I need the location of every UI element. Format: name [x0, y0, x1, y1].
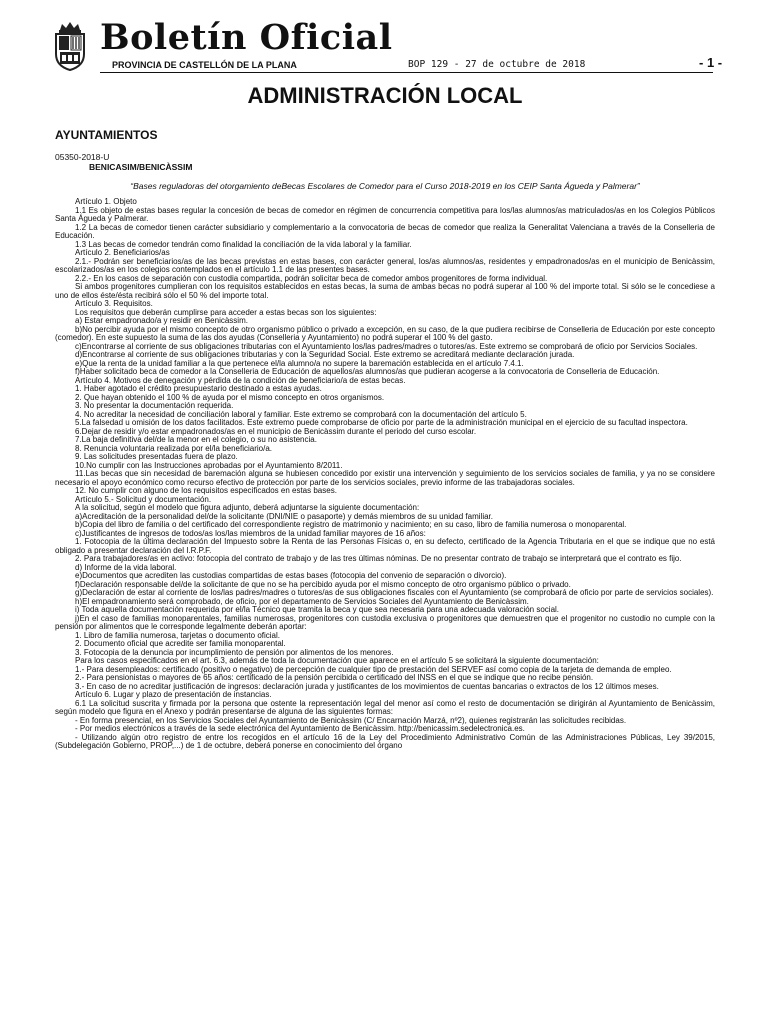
municipality-name: BENICASIM/BENICÀSSIM	[89, 162, 193, 172]
body-paragraph: 1.3 Las becas de comedor tendrán como finalidad la conciliación de la vida laboral y la familiar.	[75, 239, 412, 249]
body-paragraph: 5.La falsedad u omisión de los datos facilitados. Este extremo puede comprobarse de oficio por parte de la administración municipal en el ejercicio de su facultad inspectora.	[75, 418, 688, 427]
body-paragraph: 2. Documento oficial que acredite ser familia monoparental.	[75, 639, 286, 648]
body-paragraph: 4. No acreditar la necesidad de conciliación laboral y familiar. Este extremo se comprobará con la documentación del artículo 5.	[75, 409, 527, 419]
body-paragraph: Si ambos progenitores cumplieran con los requisitos establecidos en estas becas, la suma de ambas becas no podrá superar al 100 % del importe total. Si sólo se le concediese a uno de ellos éste/ésta recibirá sólo el 50 % del importe total.	[55, 282, 715, 300]
body-paragraph: d) Informe de la vida laboral.	[75, 562, 177, 572]
body-paragraph: d)Encontrarse al corriente de sus obligaciones tributarias y con la Seguridad Social. Este extremo se acreditará mediante declaración jurada.	[75, 350, 575, 359]
body-paragraph: b)No percibir ayuda por el mismo concepto de otro organismo público o privado a excepción, en su caso, de la que pudiera recibirse de Conselleria de Educación por este concepto (comedor). En este supuesto la suma de las dos ayudas (Conselleria y Ayuntamiento) no podrá superar el 100 % del gasto.	[55, 324, 715, 342]
body-paragraph: 11.Las becas que sin necesidad de baremación alguna se hubiesen concedido por existir una intervención y seguimiento de los servicios sociales de familia, y ya no se considere necesario el apoyo económico como recurso efectivo de protección por parte de los servicios sociales, previo informe de las trabajadoras sociales.	[55, 469, 715, 487]
body-paragraph: 3. Fotocopia de la denuncia por incumplimiento de pensión por alimentos de los menores.	[75, 647, 394, 657]
body-paragraph: 1. Fotocopia de la última declaración del Impuesto sobre la Renta de las Personas Físicas o, en su defecto, certificado de la Agencia Tributaria en el que se indique que no está obligado a presentar declaración del I.R.P.F.	[55, 537, 715, 555]
body-paragraph: c)Justificantes de ingresos de todos/as los/las miembros de la unidad familiar mayores de 16 años:	[75, 528, 426, 538]
body-paragraph: Artículo 3. Requisitos.	[75, 299, 153, 308]
body-paragraph: h)El empadronamiento será comprobado, de oficio, por el departamento de Servicios Sociales del Ayuntamiento de Benicàssim.	[75, 596, 529, 606]
body-paragraph: 3.- En caso de no acreditar justificación de ingresos: declaración jurada y justificantes de los movimientos de cuentas bancarias o extractos de los 12 últimos meses.	[75, 681, 659, 691]
body-paragraph: 2.- Para pensionistas o mayores de 65 años: certificado de la pensión percibida o certificado del INSS en el que se indique que no recibe pensión.	[75, 673, 594, 682]
body-paragraph: 1. Haber agotado el crédito presupuestario destinado a estas ayudas.	[75, 384, 322, 393]
body-paragraph: 8. Renuncia voluntaria realizada por el/la beneficiario/a.	[75, 443, 273, 453]
body-paragraph: 1. Libro de familia numerosa, tarjetas o documento oficial.	[75, 630, 280, 640]
body-paragraph: 12. No cumplir con alguno de los requisitos especificados en estas bases.	[75, 486, 337, 495]
body-paragraph: c)Encontrarse al corriente de sus obligaciones tributarias con el Ayuntamiento los/las padres/madres o tutores/as. Este extremo se comprobará de oficio por Servicios Sociales.	[75, 341, 698, 351]
body-paragraph: Artículo 4. Motivos de denegación y pérdida de la condición de beneficiario/a de estas becas.	[75, 375, 406, 385]
body-paragraph: Artículo 5.- Solicitud y documentación.	[75, 494, 212, 504]
body-paragraph: f)Declaración responsable del/de la solicitante de que no se ha percibido ayuda por el mismo concepto de otro organismo público o privado.	[75, 579, 571, 589]
header-rule	[100, 72, 713, 73]
body-paragraph: - Por medios electrónicos a través de la sede electrónica del Ayuntamiento de Benicàssim. http://benicassim.sedelectronica.es.	[75, 724, 525, 733]
document-title: “Bases reguladoras del otorgamiento deBecas Escolares de Comedor para el Curso 2018-2019 en los CEIP Santa Águeda y Palmerar”	[130, 181, 640, 191]
body-paragraph: Artículo 2. Beneficiarios/as	[75, 248, 170, 257]
body-paragraph: Para los casos especificados en el art. 6.3, además de toda la documentación que aparece en el artículo 5 se solicitará la siguiente documentación:	[75, 656, 599, 665]
page-number: - 1 -	[699, 55, 723, 70]
body-paragraph: a) Estar empadronado/a y residir en Benicàssim.	[75, 316, 248, 325]
body-paragraph: Artículo 1. Objeto	[75, 197, 137, 206]
body-paragraph: A la solicitud, según el modelo que figura adjunto, deberá adjuntarse la siguiente documentación:	[75, 503, 420, 512]
body-paragraph: j)En el caso de familias monoparentales, familias numerosas, progenitores con custodia exclusiva o progenitores que demuestren que el progenitor no custodio no cumple con la pensión por alimentos que le corresponde legalmente deberán aportar:	[55, 613, 715, 631]
body-paragraph: 6.Dejar de residir y/o estar empadronados/as en el municipio de Benicàssim durante el periodo del curso escolar.	[75, 426, 477, 436]
body-paragraph: 1.1 Es objeto de estas bases regular la concesión de becas de comedor en régimen de concurrencia competitiva para los/las alumnos/as matriculados/as en los Colegios Públicos Santa Águeda y Palmerar.	[55, 205, 715, 223]
section-title: ADMINISTRACIÓN LOCAL	[247, 83, 523, 108]
body-paragraph: - Utilizando algún otro registro de entre los recogidos en el artículo 16 de la Ley del Procedimiento Administrativo Común de las Administraciones Públicas, Ley 39/2015,(Subdelegación Gobierno, PROP,...) de 1 de octubre, deberá ponerse en conocimiento del órgano	[55, 732, 715, 750]
coat-of-arms-icon	[52, 20, 88, 72]
body-paragraph: 1.2 La becas de comedor tienen carácter subsidiario y complementario a la convocatoria de becas de comedor que realiza la Generalitat Valenciana a través de la Conselleria de Educación.	[55, 222, 715, 240]
body-paragraph: Artículo 6. Lugar y plazo de presentación de instancias.	[75, 690, 272, 699]
body-paragraph: 6.1 La solicitud suscrita y firmada por la persona que ostente la representación legal del menor así como el resto de documentación se dirigirán al Ayuntamiento de Benicàssim, según modelo que figura en el Anexo y podrán presentarse de alguna de las siguientes formas:	[55, 698, 715, 716]
body-paragraph: 2. Que hayan obtenido el 100 % de ayuda por el mismo concepto en otros organismos.	[75, 392, 385, 402]
body-paragraph: 10.No cumplir con las Instrucciones aprobadas por el Ayuntamiento 8/2011.	[75, 460, 343, 470]
body-paragraph: b)Copia del libro de familia o del certificado del correspondiente registro de matrimonio y nacimiento; en su caso, libro de familia numerosa o monoparental.	[75, 520, 627, 529]
body-paragraph: 9. Las solicitudes presentadas fuera de plazo.	[75, 452, 238, 461]
body-paragraph: Los requisitos que deberán cumplirse para acceder a estas becas son los siguientes:	[75, 307, 377, 317]
body-paragraph: e)Que la renta de la unidad familiar a la que pertenece el/la alumno/a no supere la baremación establecida en el artículo 7.4.1.	[75, 358, 524, 368]
body-paragraph: a)Acreditación de la personalidad del/de la solicitante (DNI/NIE o pasaporte) y demás miembros de su unidad familiar.	[75, 511, 493, 521]
body-paragraph: f)Haber solicitado beca de comedor a la Conselleria de Educación de aquellos/as alumnos/as que pudieran acogerse a la convocatoria de Conselleria de Educación.	[75, 367, 660, 376]
body-paragraph: 2.1.- Podrán ser beneficiarios/as de las becas previstas en estas bases, con carácter general, los/as alumnos/as, residentes y empadronados/as en el municipio de Benicàssim, escolarizados/as en los colegios contemplados en el artículo 1.1 de las presentes bases.	[55, 256, 715, 274]
body-paragraph: 7.La baja definitiva del/de la menor en el colegio, o su no asistencia.	[75, 435, 317, 444]
body-paragraph: 2. Para trabajadores/as en activo: fotocopia del contrato de trabajo y de las tres últimas nóminas. De no presentar contrato de trabajo se interpretará que el contrato es fijo.	[75, 554, 682, 563]
bulletin-masthead: Boletín Oficial	[100, 17, 393, 58]
body-paragraph: i) Toda aquella documentación requerida por el/la Técnico que tramita la beca y que sea necesaria para una adecuada valoración social.	[75, 605, 560, 614]
bulletin-issue-reference: BOP 129 - 27 de octubre de 2018	[408, 59, 586, 70]
body-paragraph: 3. No presentar la documentación requerida.	[75, 401, 234, 410]
body-paragraph: e)Documentos que acrediten las custodias compartidas de estas bases (fotocopia del convenio de separación o divorcio).	[75, 571, 507, 580]
announcement-meta	[55, 152, 192, 172]
body-paragraph: 2.2.- En los casos de separación con custodia compartida, podrán solicitar beca de comedor ambos progenitores de forma individual.	[75, 273, 548, 283]
body-paragraph: g)Declaración de estar al corriente de los/las padres/madres o tutores/as de sus obligaciones fiscales con el Ayuntamiento (se comprobará de oficio por parte de servicios sociales).	[75, 588, 714, 597]
announcement-code: 05350-2018-U	[55, 152, 110, 162]
body-paragraph: 1.- Para desempleados: certificado (positivo o negativo) de percepción de cualquier tipo de prestación del SERVEF así como copia de la tarjeta de demanda de empleo.	[75, 664, 672, 674]
subsection-title: AYUNTAMIENTOS	[55, 128, 158, 142]
province-name: PROVINCIA DE CASTELLÓN DE LA PLANA	[112, 60, 297, 70]
body-paragraph: - En forma presencial, en los Servicios Sociales del Ayuntamiento de Benicàssim (C/ Encarnación Marzá, nº2), quienes registrarán las solicitudes recibidas.	[75, 715, 627, 725]
document-body	[55, 198, 715, 751]
